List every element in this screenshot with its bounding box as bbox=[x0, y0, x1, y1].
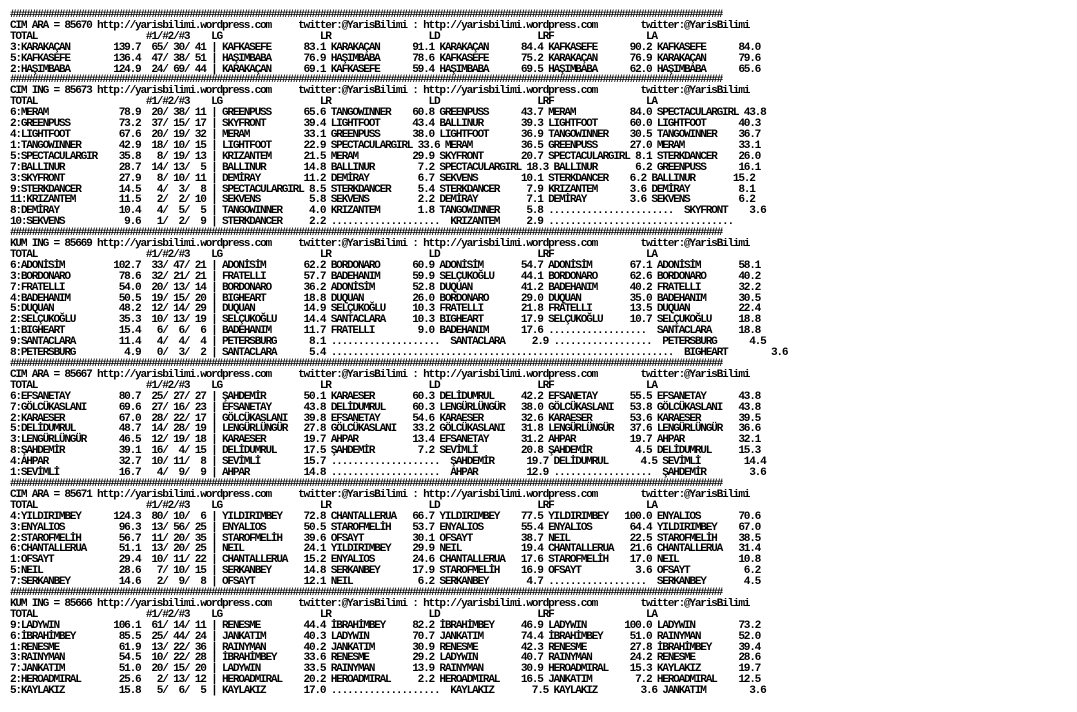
race-header: KUM ING = 85669 http://yarisbilimi.wordpress.com twitter:@YarisBilimi : http://yarisbilimi.wordpress.com twitter:@YarisBilimi bbox=[10, 238, 750, 251]
horse-row: 1:OFSAYT 29.4 10/ 11/ 22 | CHANTALLERUA 15.2 ENYALIOS 24.6 CHANTALLERUA 17.6 STAROFMELİH 17.0 NEIL 10.8 bbox=[10, 554, 761, 567]
horse-row: 3:KARAKAÇAN 139.7 65/ 30/ 41 | KAFKASEFE 83.1 KARAKAÇAN 91.1 KARAKAÇAN 84.4 KAFKASEFE 90.2 KAFKASEFE 84.0 bbox=[10, 41, 761, 54]
horse-row: 4:BADEHANIM 50.5 19/ 15/ 20 | BIGHEART 18.8 DUQUAN 26.0 BORDONARO 29.0 DUQUAN 35.0 BADEHANIM 30.5 bbox=[10, 292, 761, 305]
horse-row: 8:PETERSBURG 4.9 0/ 3/ 2 | SANTACLARA 5.4 ............................................................... BIGHEART 3.6 bbox=[10, 347, 788, 360]
horse-row: 9:STERKDANCER 14.5 4/ 3/ 8 | SPECTACULARGIRL 8.5 STERKDANCER 5.4 STERKDANCER 7.9 KRIZANTEM 3.6 DEMİRAY 8.1 bbox=[10, 183, 755, 196]
horse-row: 3:SKYFRONT 27.9 8/ 10/ 11 | DEMİRAY 11.2 DEMİRAY 6.7 SEKVENS 10.1 STERKDANCER 6.2 BALLINUR 15.2 bbox=[10, 172, 755, 185]
horse-row: 2:GREENPUSS 73.2 37/ 15/ 17 | SKYFRONT 39.4 LIGHTFOOT 43.4 BALLINUR 39.3 LIGHTFOOT 60.0 LIGHTFOOT 40.3 bbox=[10, 118, 761, 131]
horse-row: 6:EFSANETAY 80.7 25/ 27/ 27 | ŞAHDEMİR 50.1 KARAESER 60.3 DELİDUMRUL 42.2 EFSANETAY 55.5 EFSANETAY 43.8 bbox=[10, 390, 761, 403]
horse-row: 8:DEMİRAY 10.4 4/ 5/ 5 | TANGOWINNER 4.0 KRIZANTEM 1.8 TANGOWINNER 5.8 ....................... SKYFRONT 3.6 bbox=[10, 205, 766, 218]
column-header: TOTAL #1/#2/#3 LG LR LD LRF LA bbox=[10, 379, 657, 392]
horse-row: 8:ŞAHDEMİR 39.1 16/ 4/ 15 | DELİDUMRUL 17.5 ŞAHDEMİR 7.2 SEVİMLİ 20.8 ŞAHDEMİR 4.5 DELİDUMRUL 15.3 bbox=[10, 445, 761, 458]
horse-row: 1:BIGHEART 15.4 6/ 6/ 6 | BADEHANIM 11.7 FRATELLI 9.0 BADEHANIM 17.6 .................. SANTACLARA 18.8 bbox=[10, 325, 761, 338]
horse-row: 6:İBRAHİMBEY 85.5 25/ 44/ 24 | JANKATIM 40.3 LADYWIN 70.7 JANKATIM 74.4 İBRAHİMBEY 51.0 RAINYMAN 52.0 bbox=[10, 630, 761, 643]
horse-row: 3:ENYALIOS 96.3 13/ 56/ 25 | ENYALIOS 50.5 STAROFMELİH 53.7 ENYALIOS 55.4 ENYALIOS 64.4 YILDIRIMBEY 67.0 bbox=[10, 521, 761, 534]
horse-row: 7:JANKATIM 51.0 20/ 15/ 20 | LADYWIN 33.5 RAINYMAN 13.9 RAINYMAN 30.9 HEROADMIRAL 15.3 KAYLAKIZ 19.7 bbox=[10, 663, 761, 676]
race-header: CIM ING = 85673 http://yarisbilimi.wordpress.com twitter:@YarisBilimi : http://yarisbilimi.wordpress.com twitter:@YarisBilimi bbox=[10, 85, 750, 98]
section-divider: ################################################################################################################################### bbox=[10, 358, 723, 370]
column-header: TOTAL #1/#2/#3 LG LR LD LRF LA bbox=[10, 248, 657, 261]
horse-row: 5:NEIL 28.6 7/ 10/ 15 | SERKANBEY 14.8 SERKANBEY 17.9 STAROFMELİH 16.9 OFSAYT 3.6 OFSAYT 6.2 bbox=[10, 565, 761, 578]
horse-row: 5:SPECTACULARGIR 35.8 8/ 19/ 13 | KRIZANTEM 21.5 MERAM 29.9 SKYFRONT 20.7 SPECTACULARGIRL 8.1 STERKDANCER 26.0 bbox=[10, 150, 761, 163]
horse-row: 5:DUQUAN 48.2 12/ 14/ 29 | DUQUAN 14.9 SELÇUKOĞLU 10.3 FRATELLI 21.8 FRATELLI 13.5 DUQUAN 22.4 bbox=[10, 303, 761, 316]
race-header: CIM ARA = 85671 http://yarisbilimi.wordpress.com twitter:@YarisBilimi : http://yarisbilimi.wordpress.com twitter:@YarisBilimi bbox=[10, 488, 750, 501]
column-header: TOTAL #1/#2/#3 LG LR LD LRF LA bbox=[10, 30, 657, 43]
horse-row: 6:CHANTALLERUA 51.1 13/ 20/ 25 | NEIL 24.1 YILDIRIMBEY 29.9 NEIL 19.4 CHANTALLERUA 21.6 CHANTALLERUA 31.4 bbox=[10, 543, 761, 556]
race-header: CIM ARA = 85670 http://yarisbilimi.wordpress.com twitter:@YarisBilimi : http://yarisbilimi.wordpress.com twitter:@YarisBilimi bbox=[10, 19, 750, 32]
race-header: CIM ARA = 85667 http://yarisbilimi.wordpress.com twitter:@YarisBilimi : http://yarisbilimi.wordpress.com twitter:@YarisBilimi bbox=[10, 368, 750, 381]
section-divider: ################################################################################################################################### bbox=[10, 74, 723, 87]
horse-row: 1:SEVİMLİ 16.7 4/ 9/ 9 | AHPAR 14.8 .................... AHPAR 12.9 .................. ŞAHDEMİR 3.6 bbox=[10, 467, 766, 480]
race-header: KUM ING = 85666 http://yarisbilimi.wordpress.com twitter:@YarisBilimi : http://yarisbilimi.wordpress.com twitter:@YarisBilimi bbox=[10, 597, 750, 610]
horse-row: 7:SERKANBEY 14.6 2/ 9/ 8 | OFSAYT 12.1 NEIL 6.2 SERKANBEY 4.7 .................. SERKANBEY 4.5 bbox=[10, 576, 761, 589]
section-divider: ################################################################################################################################### bbox=[10, 587, 723, 600]
horse-row: 2:HEROADMIRAL 25.6 2/ 13/ 12 | HEROADMIRAL 20.2 HEROADMIRAL 2.2 HEROADMIRAL 16.5 JANKATIM 7.2 HEROADMIRAL 12.5 bbox=[10, 674, 761, 687]
horse-row: 3:BORDONARO 78.6 32/ 21/ 21 | FRATELLI 57.7 BADEHANIM 59.9 SELÇUKOĞLU 44.1 BORDONARO 62.6 BORDONARO 40.2 bbox=[10, 270, 761, 283]
horse-row: 1:TANGOWINNER 42.9 18/ 10/ 15 | LIGHTFOOT 22.9 SPECTACULARGIRL 33.6 MERAM 36.5 GREENPUSS 27.0 MERAM 33.1 bbox=[10, 139, 761, 152]
horse-row: 5:KAYLAKIZ 15.8 5/ 6/ 5 | KAYLAKIZ 17.0 .................... KAYLAKIZ 7.5 KAYLAKIZ 3.6 JANKATIM 3.6 bbox=[10, 685, 766, 698]
horse-row: 4:YILDIRIMBEY 124.3 80/ 10/ 6 | YILDIRIMBEY 72.8 CHANTALLERUA 66.7 YILDIRIMBEY 77.5 YILDIRIMBEY 100.0 ENYALIOS 70.6 bbox=[10, 510, 761, 523]
horse-row: 6:ADONİSİM 102.7 33/ 47/ 21 | ADONİSİM 62.2 BORDONARO 60.9 ADONİSİM 54.7 ADONİSİM 67.1 ADONİSİM 58.1 bbox=[10, 259, 761, 272]
horse-row: 9:SANTACLARA 11.4 4/ 4/ 4 | PETERSBURG 8.1 .................... SANTACLARA 2.9 .................. PETERSBURG 4.5 bbox=[10, 336, 766, 349]
column-header: TOTAL #1/#2/#3 LG LR LD LRF LA bbox=[10, 96, 657, 109]
horse-row: 7:FRATELLI 54.0 20/ 13/ 14 | BORDONARO 36.2 ADONİSİM 52.8 DUQUAN 41.2 BADEHANIM 40.2 FRATELLI 32.2 bbox=[10, 281, 761, 294]
horse-row: 2:KARAESER 67.0 28/ 22/ 17 | GÖLCÜKASLANI 39.8 EFSANETAY 54.6 KARAESER 32.6 KARAESER 53.6 KARAESER 39.5 bbox=[10, 412, 761, 425]
horse-row: 1:RENESME 61.9 13/ 22/ 36 | RAINYMAN 40.2 JANKATIM 30.9 RENESME 42.3 RENESME 27.8 İBRAHİMBEY 39.4 bbox=[10, 641, 761, 654]
section-divider: ################################################################################################################################### bbox=[10, 227, 723, 240]
horse-row: 4:AHPAR 32.7 10/ 11/ 8 | SEVİMLİ 15.7 .................... ŞAHDEMİR 19.7 DELİDUMRUL 4.5 SEVİMLİ 14.4 bbox=[10, 456, 766, 469]
horse-row: 3:LENGÜRLÜNGÜR 46.5 12/ 19/ 18 | KARAESER 19.7 AHPAR 13.4 EFSANETAY 31.2 AHPAR 19.7 AHPAR 32.1 bbox=[10, 434, 761, 447]
column-header: TOTAL #1/#2/#3 LG LR LD LRF LA bbox=[10, 608, 657, 621]
horse-row: 2:SELÇUKOĞLU 35.3 10/ 13/ 19 | SELÇUKOĞLU 14.4 SANTACLARA 10.3 BIGHEART 17.9 SELÇUKOĞLU 10.7 SELÇUKOĞLU 18.8 bbox=[10, 314, 761, 327]
horse-row: 7:BALLINUR 28.7 14/ 13/ 5 | BALLINUR 14.8 BALLINUR 7.2 SPECTACULARGIRL 18.3 BALLINUR 6.2 GREENPUSS 16.1 bbox=[10, 161, 761, 174]
section-divider: ################################################################################################################################### bbox=[10, 477, 723, 490]
race-ratings-report bbox=[10, 10, 787, 697]
horse-row: 11:KRIZANTEM 11.5 2/ 2/ 10 | SEKVENS 5.8 SEKVENS 2.2 DEMİRAY 7.1 DEMİRAY 3.6 SEKVENS 6.2 bbox=[10, 194, 755, 207]
horse-row: 4:LIGHTFOOT 67.6 20/ 19/ 32 | MERAM 33.1 GREENPUSS 38.0 LIGHTFOOT 36.9 TANGOWINNER 30.5 TANGOWINNER 36.7 bbox=[10, 128, 761, 141]
horse-row: 9:LADYWIN 106.1 61/ 14/ 11 | RENESME 44.4 İBRAHİMBEY 82.2 İBRAHİMBEY 46.9 LADYWIN 100.0 LADYWIN 73.2 bbox=[10, 619, 761, 632]
horse-row: 2:HAŞIMBABA 124.9 24/ 69/ 44 | KARAKAÇAN 69.1 KAFKASEFE 59.4 HAŞIMBABA 69.5 HAŞIMBABA 62.0 HAŞIMBABA 65.6 bbox=[10, 63, 761, 76]
horse-row: 7:GÖLCÜKASLANI 69.6 27/ 16/ 23 | EFSANETAY 43.8 DELİDUMRUL 60.3 LENGÜRLÜNGÜR 38.0 GÖLCÜKASLANI 53.8 GÖLCÜKASLANI 43.8 bbox=[10, 401, 761, 414]
horse-row: 3:RAINYMAN 54.5 10/ 22/ 28 | İBRAHİMBEY 33.6 RENESME 29.2 LADYWIN 40.7 RAINYMAN 24.2 RENESME 28.6 bbox=[10, 652, 761, 665]
column-header: TOTAL #1/#2/#3 LG LR LD LRF LA bbox=[10, 499, 657, 512]
horse-row: 5:KAFKASEFE 136.4 47/ 38/ 51 | HAŞIMBABA 76.9 HAŞIMBABA 78.6 KAFKASEFE 75.2 KARAKAÇAN 76.9 KARAKAÇAN 79.6 bbox=[10, 52, 761, 65]
section-divider: ################################################################################################################################### bbox=[10, 9, 723, 21]
horse-row: 5:DELİDUMRUL 48.7 14/ 28/ 19 | LENGÜRLÜNGÜR 27.8 GÖLCÜKASLANI 33.2 GÖLCÜKASLANI 31.8 LENGÜRLÜNGÜR 37.6 LENGÜRLÜNGÜR 36.6 bbox=[10, 423, 761, 436]
horse-row: 6:MERAM 78.9 20/ 38/ 11 | GREENPUSS 65.6 TANGOWINNER 60.8 GREENPUSS 43.7 MERAM 84.0 SPECTACULARGIRL 43.8 bbox=[10, 107, 766, 120]
horse-row: 2:STAROFMELİH 56.7 11/ 20/ 35 | STAROFMELİH 39.6 OFSAYT 30.1 OFSAYT 38.7 NEIL 22.5 STAROFMELİH 38.5 bbox=[10, 532, 761, 545]
horse-row: 10:SEKVENS 9.6 1/ 2/ 9 | STERKDANCER 2.2 .................... KRIZANTEM 2.9 .................................. bbox=[10, 216, 733, 229]
